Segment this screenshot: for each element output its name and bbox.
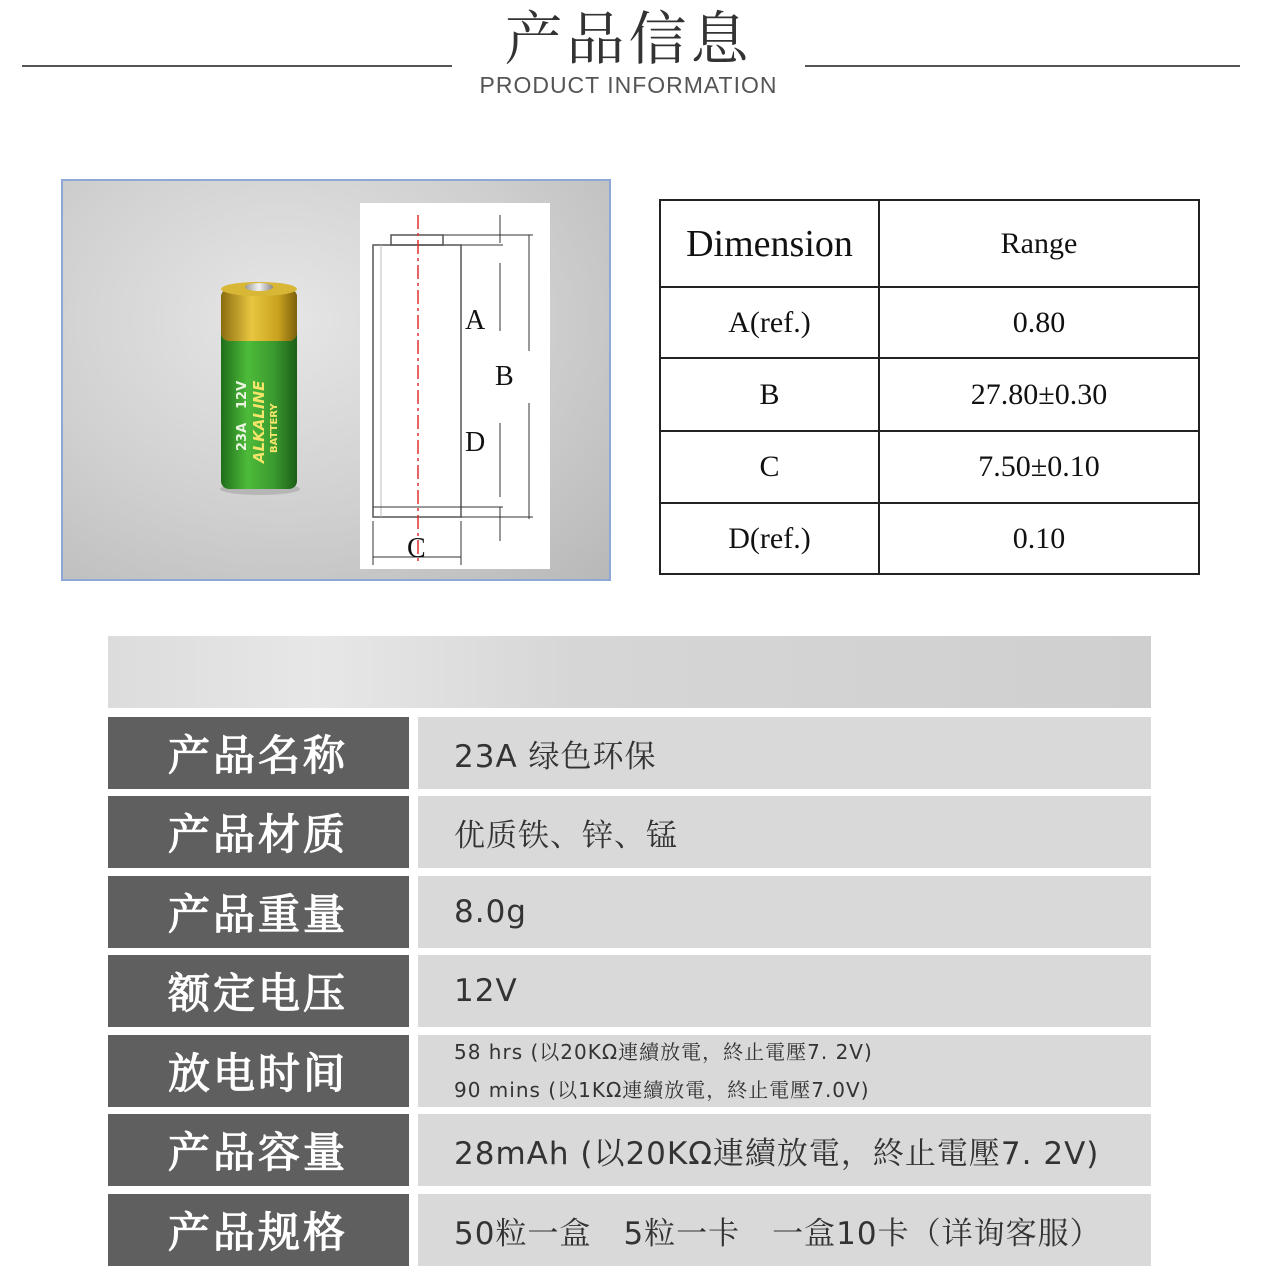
- spec-row-name: [108, 717, 1151, 789]
- spec-label: 产品名称: [108, 717, 409, 789]
- dimension-range: 0.10: [1012, 521, 1066, 555]
- dimension-header: Dimension: [661, 201, 880, 286]
- spec-label: 产品材质: [108, 796, 409, 868]
- dimension-table-header: [661, 201, 1198, 288]
- diagram-label-a: A: [465, 305, 486, 336]
- battery-label-alkaline: ALKALINE: [250, 380, 268, 463]
- battery-label-12v: 12V: [235, 380, 250, 409]
- dimension-row: [661, 288, 1198, 359]
- page-subtitle: PRODUCT INFORMATION: [479, 72, 778, 98]
- spec-value: 12V: [418, 955, 1151, 1027]
- spec-row-discharge: [108, 1035, 1151, 1107]
- dimension-table: [659, 199, 1200, 575]
- spec-value: 8.0g: [418, 876, 1151, 948]
- dimension-name: B: [661, 359, 880, 430]
- range-header: Range: [1000, 226, 1078, 260]
- spec-row-packaging: [108, 1194, 1151, 1266]
- header-rule-right: [805, 65, 1240, 67]
- page-title: 产品信息: [504, 5, 753, 73]
- diagram-label-d: D: [465, 427, 486, 458]
- dimension-range: 27.80±0.30: [970, 377, 1108, 411]
- battery-label-23a: 23A: [235, 422, 250, 451]
- battery-image: [220, 282, 300, 495]
- spec-label: 放电时间: [108, 1035, 409, 1107]
- dimension-row: [661, 504, 1198, 573]
- product-photo-graphic: [63, 181, 609, 579]
- discharge-line-2: 90 mins (以1KΩ連續放電，終止電壓7.0V): [454, 1078, 870, 1102]
- dimension-name: A(ref.): [661, 288, 880, 357]
- diagram-label-b: B: [495, 361, 514, 392]
- dimension-row: [661, 359, 1198, 432]
- dimension-row: [661, 432, 1198, 504]
- dimension-drawing: [360, 203, 550, 569]
- spec-row-voltage: [108, 955, 1151, 1027]
- spec-row-material: [108, 796, 1151, 868]
- spec-label: 产品规格: [108, 1194, 409, 1266]
- dimension-range: 0.80: [1012, 305, 1066, 339]
- spec-label: 额定电压: [108, 955, 409, 1027]
- spec-label: 产品重量: [108, 876, 409, 948]
- spec-label: 产品容量: [108, 1114, 409, 1186]
- spec-value: 50粒一盒 5粒一卡 一盒10卡（详询客服）: [418, 1194, 1151, 1266]
- spec-value: [418, 1035, 1151, 1107]
- dimension-range: 7.50±0.10: [978, 450, 1100, 483]
- spec-value: 优质铁、锌、锰: [418, 796, 1151, 868]
- dimension-name: C: [661, 432, 880, 502]
- dimension-name: D(ref.): [661, 504, 880, 573]
- product-photo: [61, 179, 611, 581]
- discharge-line-1: 58 hrs (以20KΩ連續放電，終止電壓7. 2V): [454, 1040, 873, 1064]
- spec-row-weight: [108, 876, 1151, 948]
- header-rule-left: [22, 65, 452, 67]
- battery-label-battery: BATTERY: [269, 403, 280, 453]
- spec-value: 23A 绿色环保: [418, 717, 1151, 789]
- spec-value: 28mAh (以20KΩ連續放電，終止電壓7. 2V): [418, 1114, 1151, 1186]
- spec-table-header-bar: [108, 636, 1151, 708]
- diagram-label-c: C: [407, 533, 426, 564]
- spec-row-capacity: [108, 1114, 1151, 1186]
